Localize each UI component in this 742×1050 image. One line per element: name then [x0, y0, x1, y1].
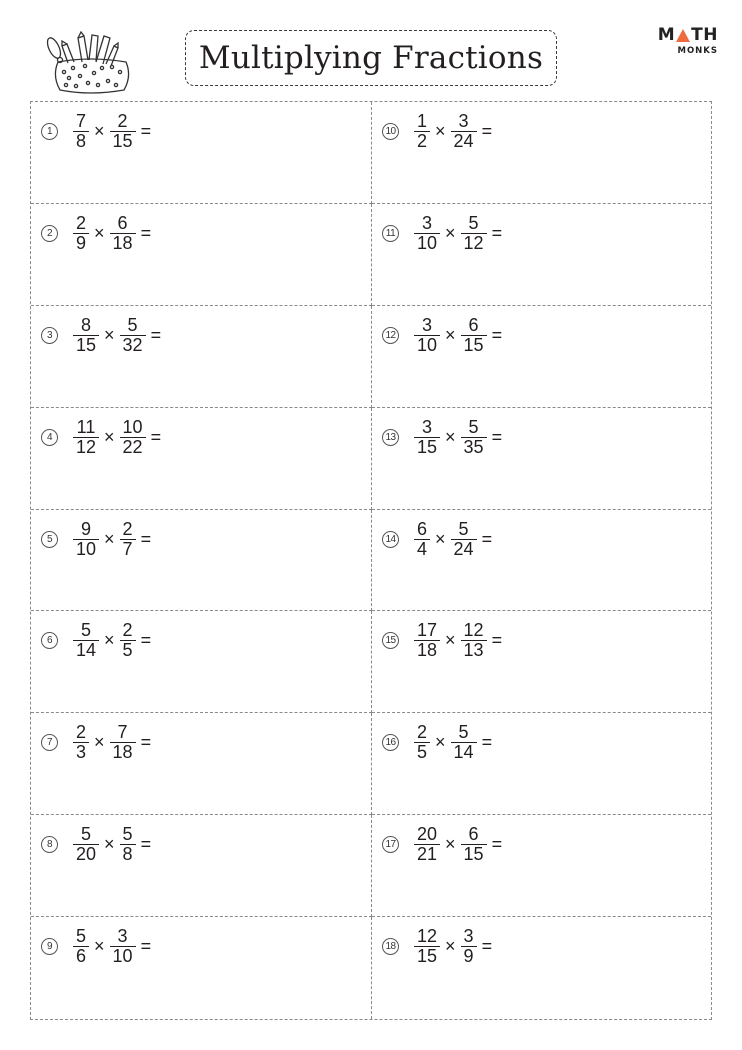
equals-sign: =: [491, 222, 503, 243]
problem-expression: [382, 214, 502, 253]
numerator: 10: [122, 416, 143, 437]
equals-sign: =: [140, 630, 152, 651]
denominator: 6: [73, 946, 89, 966]
fraction-a: [73, 520, 99, 559]
problem-cell[interactable]: [31, 815, 372, 917]
problem-expression: [41, 723, 151, 762]
numerator: 11: [76, 416, 96, 437]
problem-expression: [41, 214, 151, 253]
numerator: 2: [117, 111, 128, 131]
fraction-a: [73, 621, 99, 660]
denominator: 10: [414, 335, 440, 355]
numerator: 5: [127, 314, 138, 335]
equals-sign: =: [481, 528, 493, 549]
times-sign: ×: [104, 834, 115, 855]
problem-number: 3: [41, 327, 58, 344]
equals-sign: =: [140, 121, 152, 141]
denominator: 12: [461, 233, 487, 253]
denominator: 9: [73, 233, 89, 253]
problem-expression: [382, 418, 502, 457]
problem-cell[interactable]: [31, 611, 372, 713]
problem-cell[interactable]: [372, 306, 711, 408]
numerator: 12: [463, 620, 484, 641]
equals-sign: =: [491, 426, 503, 447]
denominator: 15: [73, 335, 99, 355]
problem-cell[interactable]: [31, 510, 372, 612]
problem-number: 1: [41, 123, 58, 140]
numerator: 6: [468, 314, 479, 335]
times-sign: ×: [104, 528, 115, 549]
numerator: 3: [422, 416, 433, 437]
fraction-b: [120, 418, 146, 457]
fraction-a: [414, 520, 430, 559]
equals-sign: =: [140, 936, 152, 957]
denominator: 7: [120, 539, 136, 559]
numerator: 2: [417, 722, 428, 743]
numerator: 3: [422, 314, 433, 335]
problem-number: 16: [382, 734, 399, 751]
logo-text-m: M: [657, 25, 676, 45]
numerator: 5: [458, 722, 469, 743]
problem-cell[interactable]: [31, 204, 372, 306]
numerator: 5: [81, 620, 92, 641]
problem-number: 18: [382, 938, 399, 955]
times-sign: ×: [94, 121, 105, 141]
pencil-case-icon: [40, 30, 140, 98]
times-sign: ×: [435, 528, 446, 549]
fraction-b: [461, 621, 487, 660]
equals-sign: =: [140, 732, 152, 753]
problem-number: 4: [41, 429, 58, 446]
denominator: 18: [110, 742, 136, 762]
equals-sign: =: [481, 732, 493, 753]
times-sign: ×: [104, 426, 115, 447]
times-sign: ×: [445, 936, 456, 957]
problem-number: 5: [41, 531, 58, 548]
problem-cell[interactable]: [31, 713, 372, 815]
numerator: 5: [81, 824, 92, 845]
fraction-a: [73, 825, 99, 864]
fraction-b: [461, 825, 487, 864]
times-sign: ×: [104, 324, 115, 345]
fraction-a: [73, 214, 89, 253]
denominator: 15: [110, 131, 136, 151]
numerator: 5: [458, 518, 469, 539]
numerator: 5: [468, 212, 479, 233]
denominator: 5: [120, 640, 136, 660]
numerator: 12: [417, 926, 438, 947]
numerator: 5: [468, 416, 479, 437]
fraction-b: [451, 723, 477, 762]
times-sign: ×: [104, 630, 115, 651]
problem-expression: [382, 112, 492, 151]
problem-expression: [41, 418, 161, 457]
fraction-b: [110, 112, 136, 151]
problem-number: 17: [382, 836, 399, 853]
numerator: 6: [417, 518, 428, 539]
fraction-a: [414, 723, 430, 762]
numerator: 2: [122, 518, 133, 539]
problem-cell[interactable]: [372, 408, 711, 510]
fraction-a: [414, 418, 440, 457]
equals-sign: =: [491, 630, 503, 651]
numerator: 5: [76, 926, 87, 947]
times-sign: ×: [445, 630, 456, 651]
times-sign: ×: [445, 324, 456, 345]
denominator: 4: [414, 539, 430, 559]
problem-cell[interactable]: [372, 204, 711, 306]
problem-number: 12: [382, 327, 399, 344]
problem-number: 6: [41, 632, 58, 649]
numerator: 17: [417, 620, 438, 641]
numerator: 3: [422, 212, 433, 233]
denominator: 32: [120, 335, 146, 355]
equals-sign: =: [491, 834, 503, 855]
page-title: Multiplying Fractions: [198, 40, 544, 76]
equals-sign: =: [140, 528, 152, 549]
numerator: 7: [117, 722, 128, 743]
fraction-a: [414, 112, 430, 151]
times-sign: ×: [445, 834, 456, 855]
denominator: 10: [414, 233, 440, 253]
denominator: 18: [414, 640, 440, 660]
times-sign: ×: [94, 222, 105, 243]
denominator: 3: [73, 742, 89, 762]
fraction-a: [414, 825, 440, 864]
fraction-b: [110, 214, 136, 253]
fraction-a: [73, 112, 89, 151]
fraction-a: [73, 418, 99, 457]
numerator: 3: [463, 926, 474, 947]
equals-sign: =: [140, 222, 152, 243]
fraction-a: [414, 927, 440, 966]
problem-cell[interactable]: [372, 611, 711, 713]
problem-expression: [382, 316, 502, 355]
problem-number: 10: [382, 123, 399, 140]
problem-cell[interactable]: [31, 917, 372, 1019]
numerator: 6: [117, 212, 128, 233]
problem-cell[interactable]: [372, 713, 711, 815]
problem-expression: [382, 520, 492, 559]
problem-number: 11: [382, 225, 399, 242]
denominator: 10: [110, 946, 136, 966]
problem-cell[interactable]: [31, 408, 372, 510]
fraction-a: [73, 723, 89, 762]
problem-grid: [30, 101, 712, 1020]
problem-cell[interactable]: [372, 815, 711, 917]
fraction-b: [451, 520, 477, 559]
numerator: 8: [81, 314, 92, 335]
denominator: 15: [461, 844, 487, 864]
equals-sign: =: [140, 834, 152, 855]
times-sign: ×: [94, 732, 105, 753]
problem-expression: [41, 112, 151, 151]
problem-number: 8: [41, 836, 58, 853]
problem-cell[interactable]: [31, 306, 372, 408]
numerator: 20: [417, 824, 438, 845]
logo-triangle-icon: [676, 29, 690, 42]
denominator: 10: [73, 539, 99, 559]
numerator: 5: [122, 824, 133, 845]
denominator: 9: [461, 946, 477, 966]
denominator: 15: [414, 437, 440, 457]
problem-number: 2: [41, 225, 58, 242]
problem-number: 14: [382, 531, 399, 548]
numerator: 6: [468, 824, 479, 845]
title-box: [185, 30, 557, 86]
denominator: 15: [414, 946, 440, 966]
times-sign: ×: [435, 121, 446, 141]
problem-number: 7: [41, 734, 58, 751]
denominator: 8: [120, 844, 136, 864]
fraction-b: [461, 316, 487, 355]
denominator: 18: [110, 233, 136, 253]
fraction-a: [414, 621, 440, 660]
denominator: 14: [73, 640, 99, 660]
numerator: 3: [117, 926, 128, 947]
denominator: 35: [461, 437, 487, 457]
numerator: 3: [458, 111, 469, 131]
problem-number: 13: [382, 429, 399, 446]
problem-expression: [382, 825, 502, 864]
denominator: 12: [73, 437, 99, 457]
fraction-b: [451, 112, 477, 151]
problem-cell[interactable]: [372, 917, 711, 1019]
problem-cell[interactable]: [31, 102, 372, 204]
fraction-b: [110, 927, 136, 966]
fraction-b: [120, 316, 146, 355]
equals-sign: =: [491, 324, 503, 345]
problem-cell[interactable]: [372, 510, 711, 612]
problem-expression: [382, 927, 492, 966]
fraction-b: [120, 520, 136, 559]
fraction-b: [120, 621, 136, 660]
times-sign: ×: [445, 222, 456, 243]
equals-sign: =: [150, 426, 162, 447]
problem-expression: [382, 723, 492, 762]
denominator: 20: [73, 844, 99, 864]
equals-sign: =: [481, 936, 493, 957]
times-sign: ×: [445, 426, 456, 447]
fraction-b: [110, 723, 136, 762]
fraction-a: [73, 316, 99, 355]
denominator: 22: [120, 437, 146, 457]
logo-text-monks: MONKS: [677, 46, 718, 56]
numerator: 2: [76, 212, 87, 233]
fraction-b: [461, 927, 477, 966]
problem-expression: [382, 621, 502, 660]
denominator: 15: [461, 335, 487, 355]
denominator: 24: [451, 539, 477, 559]
problem-number: 15: [382, 632, 399, 649]
problem-expression: [41, 621, 151, 660]
equals-sign: =: [481, 121, 493, 141]
times-sign: ×: [94, 936, 105, 957]
numerator: 9: [81, 518, 92, 539]
denominator: 5: [414, 742, 430, 762]
denominator: 24: [451, 131, 477, 151]
numerator: 1: [417, 111, 428, 131]
denominator: 2: [414, 131, 430, 151]
denominator: 21: [414, 844, 440, 864]
fraction-b: [461, 418, 487, 457]
equals-sign: =: [150, 324, 162, 345]
numerator: 2: [122, 620, 133, 641]
denominator: 8: [73, 131, 89, 151]
fraction-b: [461, 214, 487, 253]
math-monks-logo: [654, 27, 718, 56]
denominator: 14: [451, 742, 477, 762]
denominator: 13: [461, 640, 487, 660]
times-sign: ×: [435, 732, 446, 753]
problem-expression: [41, 927, 151, 966]
numerator: 2: [76, 722, 87, 743]
problem-expression: [41, 520, 151, 559]
problem-number: 9: [41, 938, 58, 955]
logo-text-th: TH: [691, 25, 718, 45]
problem-expression: [41, 825, 151, 864]
problem-cell[interactable]: [372, 102, 711, 204]
fraction-a: [414, 214, 440, 253]
fraction-b: [120, 825, 136, 864]
fraction-a: [414, 316, 440, 355]
numerator: 7: [76, 111, 87, 131]
fraction-a: [73, 927, 89, 966]
problem-expression: [41, 316, 161, 355]
